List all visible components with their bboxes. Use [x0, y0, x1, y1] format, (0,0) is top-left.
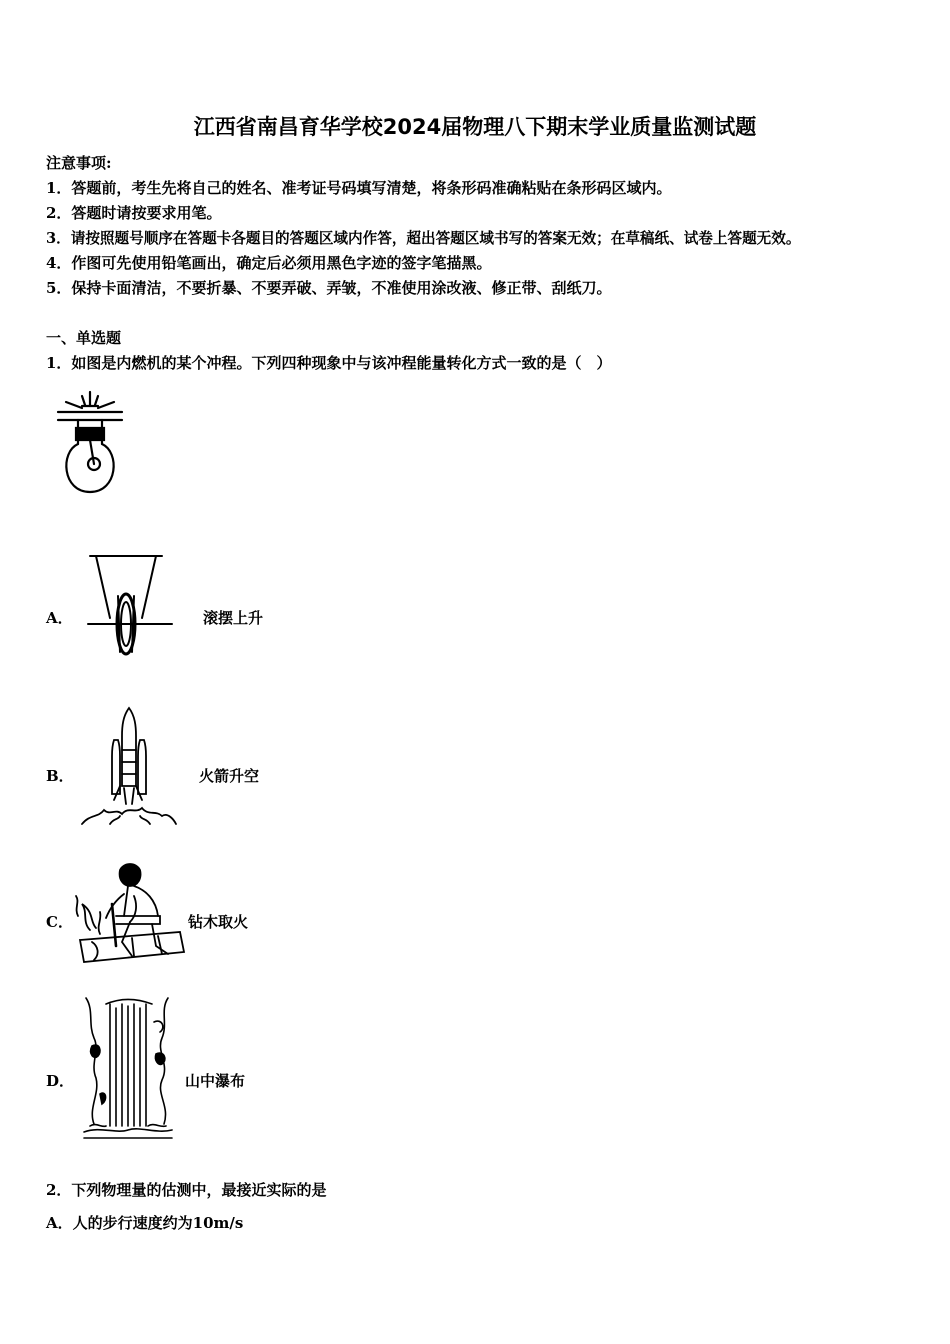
option-c-letter: C． — [46, 913, 73, 931]
notice-heading: 注意事项: — [46, 154, 112, 172]
option-a-text: 滚摆上升 — [203, 609, 264, 627]
notice-item-5: 5．保持卡面清洁，不要折暴、不要弄破、弄皱，不准使用涂改液、修正带、刮纸刀。 — [46, 279, 612, 297]
question-2-option-a — [46, 1212, 243, 1233]
engine-stroke-figure — [52, 390, 128, 498]
notice-item-2: 2．答题时请按要求用笔。 — [46, 204, 222, 222]
rocket-figure — [80, 706, 178, 828]
notice-item-1: 1．答题前，考生先将自己的姓名、准考证号码填写清楚，将条形码准确粘贴在条形码区域内。 — [46, 179, 672, 197]
option-a-letter: A． — [46, 609, 73, 627]
question-1-stem: 1．如图是内燃机的某个冲程。下列四种现象中与该冲程能量转化方式一致的是（ ） — [46, 354, 612, 372]
section-heading: 一、单选题 — [46, 329, 122, 347]
notice-item-4: 4．作图可先使用铅笔画出，确定后必须用黑色字迹的签字笔描黑。 — [46, 254, 492, 272]
page-title: 江西省南昌育华学校2024届物理八下期末学业质量监测试题 — [193, 115, 757, 139]
q2-option-a-letter: A． — [46, 1214, 73, 1232]
waterfall-figure — [80, 994, 176, 1142]
option-c-text: 钻木取火 — [188, 913, 249, 931]
option-d-letter: D． — [46, 1072, 75, 1090]
fire-drill-figure — [72, 860, 186, 968]
q2-option-a-text: 人的步行速度约为10m/s — [72, 1214, 244, 1232]
option-d-text: 山中瀑布 — [185, 1072, 246, 1090]
maxwell-wheel-figure — [84, 552, 176, 658]
question-2-stem: 2．下列物理量的估测中，最接近实际的是 — [46, 1181, 327, 1199]
option-b-letter: B． — [46, 767, 74, 785]
notice-item-3: 3．请按照题号顺序在答题卡各题目的答题区域内作答，超出答题区域书写的答案无效；在草稿纸、试卷上答题无效。 — [46, 230, 801, 247]
option-b-text: 火箭升空 — [199, 767, 260, 785]
